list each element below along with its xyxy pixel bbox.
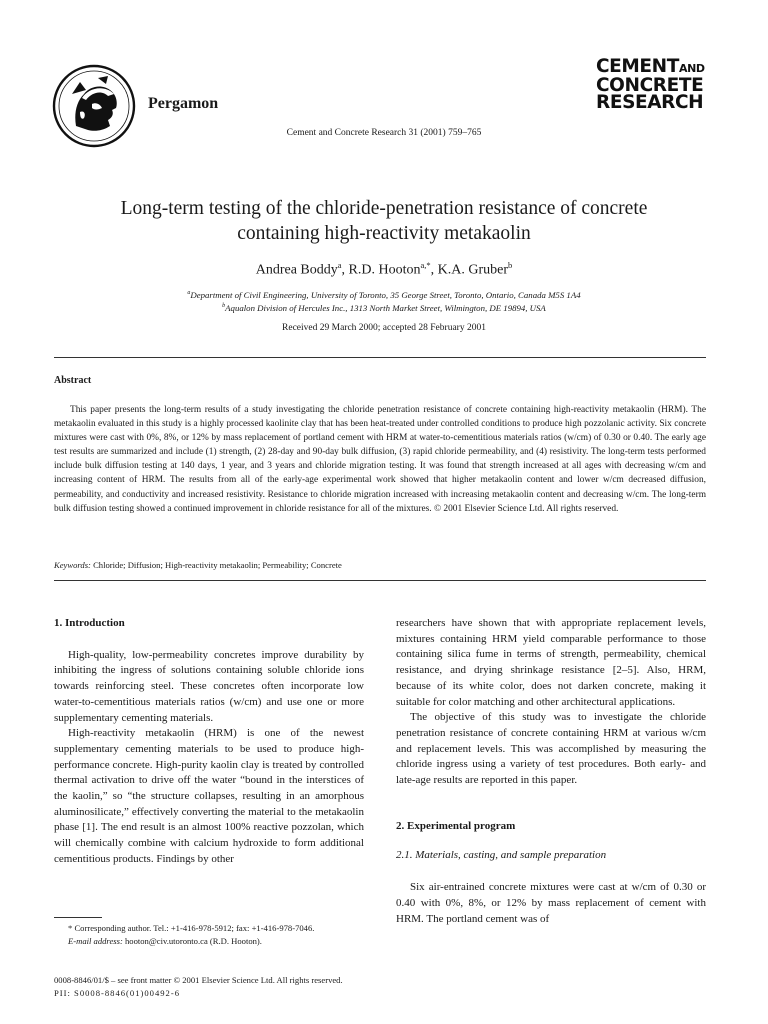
left-column: [54, 616, 364, 868]
title-line-2: containing high-reactivity metakaolin: [237, 223, 531, 244]
keywords-list: Chloride; Diffusion; High-reactivity metakaolin; Permeability; Concrete: [93, 560, 342, 570]
journal-logo-cement: CEMENT: [596, 56, 679, 77]
front-matter: [54, 974, 343, 1000]
divider-bottom: [54, 580, 706, 581]
title-line-1: Long-term testing of the chloride-penetration resistance of concrete: [120, 198, 648, 219]
affiliation-b: [0, 303, 768, 313]
abstract-text: This paper presents the long-term results of a study investigating the chloride penetration resistance of concrete containing high-reactivity metakaolin (HRM). The metakaolin evaluated in this study is a highly processed kaolinite clay that has been heat-treated under controlled conditions to produce high pozzolanic activity. Six concrete mixtures were cast with 0%, 8%, or 12% by mass replacement of portland cement with HRM at water-to-cementitious materials ratios (w/cm) of 0.30 or 0.40. The early age test results are summarized and include (1) strength, (2) 28-day and 90-day bulk diffusion, (3) rapid chloride permeability, and (4) resistivity. The long-term tests performed include bulk diffusion testing at 140 days, 1 year, and 3 years and chloride migration testing. It was found that strength increased at all ages with decreasing w/cm and increasing content of HRM. The results from all of the early-age experimental work showed that higher metakaolin content and lower w/cm decreased diffusion, permeability, and conductivity and increased resistivity. Resistance to chloride migration increased with increasing metakaolin content and decreasing w/cm. The long-term bulk diffusion testing showed a continued improvement in chloride resistance for all of the mixtures. © 2001 Elsevier Science Ltd. All rights reserved.: [54, 405, 706, 514]
author-list: [0, 260, 768, 279]
paragraph: The objective of this study was to investigate the chloride penetration resistance of concrete containing HRM at various w/cm and replacement levels. This was accomplished by measuring the chloride ingress using a variety of test procedures. Both early- and late-age results are reported in this paper.: [396, 711, 706, 787]
section-2-1-heading: 2.1. Materials, casting, and sample preparation: [396, 849, 607, 862]
email-label: E-mail address:: [68, 936, 123, 946]
issn-line: 0008-8846/01/$ – see front matter © 2001 Elsevier Science Ltd. All rights reserved.: [54, 975, 343, 985]
author-separator: ,: [430, 262, 438, 278]
journal-logo-research: RESEARCH: [596, 92, 704, 113]
corresponding-author: * Corresponding author. Tel.: +1-416-978-5912; fax: +1-416-978-7046.: [68, 923, 315, 933]
publisher-name: Pergamon: [148, 95, 219, 112]
author-name: K.A. Gruber: [437, 262, 509, 278]
paragraph: High-quality, low-permeability concretes improve durability by inhibiting the ingress of solutions containing soluble chloride ions towards reinforcing steel. These concretes often incorporate low water-to-cementitious materials ratios (w/cm) and use one or more supplementary cementing materials.: [54, 648, 364, 724]
author-affiliation-mark: a: [337, 260, 342, 270]
journal-logo: [596, 58, 708, 111]
affiliation-text: Department of Civil Engineering, University of Toronto, 35 George Street, Toronto, Ontario, Canada M5S 1A4: [190, 290, 581, 300]
author-name: Andrea Boddy: [255, 262, 338, 278]
affiliation-text: Aqualon Division of Hercules Inc., 1313 North Market Street, Wilmington, DE 19894, USA: [225, 303, 546, 313]
article-title: [40, 196, 728, 246]
paragraph: High-reactivity metakaolin (HRM) is one of the newest supplementary cementing materials to be used to produce high-performance concrete. High-purity kaolin clay is treated by controlled thermal activation to drive off the water “bound in the interstices of the kaolin,” so “the structure collapses, resulting in an amorphous aluminosilicate,” effectively converting the material to the metakaolin phase [1]. The end result is an almost 100% reactive pozzolan, which will chemically combine with calcium hydroxide to form additional cementitious products. Findings by other: [54, 727, 364, 865]
footnote-corresponding: [54, 922, 364, 948]
divider-top: [54, 357, 706, 358]
journal-citation: Cement and Concrete Research 31 (2001) 759–765: [286, 128, 482, 138]
affiliation-a: [0, 290, 768, 300]
journal-logo-concrete: CONCRETE: [596, 75, 704, 96]
author-separator: ,: [341, 262, 349, 278]
received-dates: Received 29 March 2000; accepted 28 February 2001: [282, 323, 486, 333]
keywords: [54, 560, 342, 570]
right-column: [396, 616, 706, 927]
email-address: hooton@civ.utoronto.ca (R.D. Hooton).: [124, 936, 262, 946]
section-2-heading: 2. Experimental program: [396, 819, 516, 832]
author-affiliation-mark: b: [508, 260, 513, 270]
abstract-heading: Abstract: [54, 375, 92, 386]
author-name: R.D. Hooton: [348, 262, 421, 278]
paragraph: Six air-entrained concrete mixtures were cast at w/cm of 0.30 or 0.40 with 0%, 8%, or 12% by mass replacement of cement with HRM. The portland cement was of: [396, 881, 706, 925]
affiliation-mark: a: [187, 290, 191, 297]
pii-line: PII: S0008-8846(01)00492-6: [54, 988, 181, 998]
author-affiliation-mark: a,*: [420, 260, 431, 270]
keywords-label: Keywords:: [54, 560, 91, 570]
footnote-rule: [54, 917, 102, 918]
affiliation-mark: b: [222, 303, 226, 310]
paragraph: researchers have shown that with appropriate replacement levels, mixtures containing HRM yield comparable performance to those containing silica fume in terms of strength, permeability, chemical resistance, and drying shrinkage resistance [2–5]. Also, HRM, because of its white color, does not darken concrete, making it suitable for color matching and other architectural applications.: [396, 617, 706, 708]
journal-logo-and: AND: [678, 62, 705, 75]
section-1-heading: 1. Introduction: [54, 617, 125, 629]
